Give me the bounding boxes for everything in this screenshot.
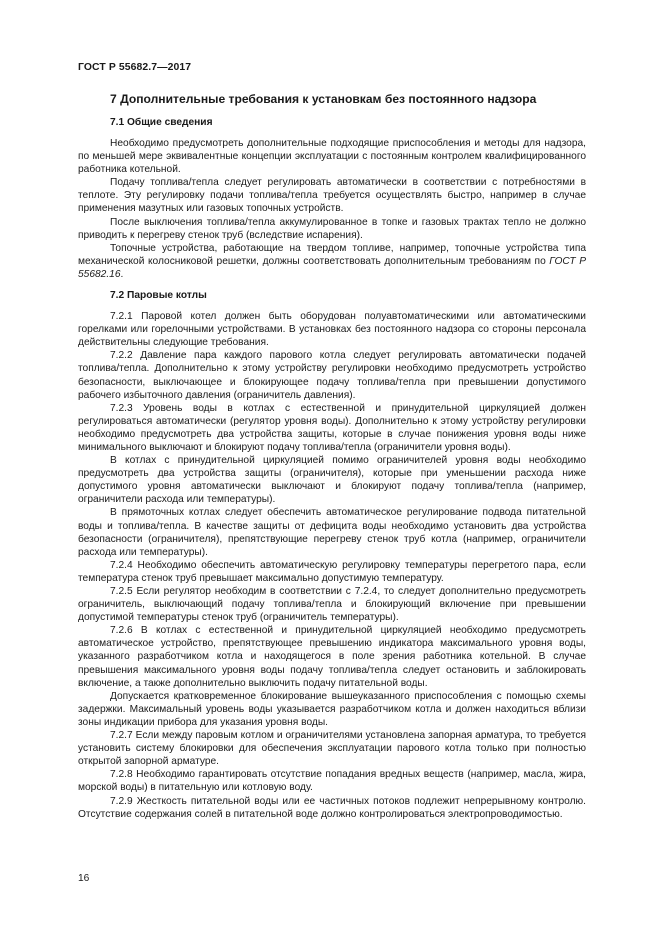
paragraph-end: . (120, 268, 124, 280)
paragraph: 7.2.4 Необходимо обеспечить автоматическую регулировку температуры перегретого пара, если температура стенок труб превышает максимально допустимую температуру. (78, 559, 586, 584)
paragraph: 7.2.7 Если между паровым котлом и ограничителями установлена запорная арматура, то требуется установить систему блокировки для обеспечения эксплуатации парового котла только при полностью открытой запорной арматуре. (78, 730, 586, 768)
document-id-header: ГОСТ Р 55682.7—2017 (78, 62, 192, 73)
page-number: 16 (78, 873, 90, 884)
paragraph-with-reference (78, 242, 586, 281)
document-body (78, 92, 586, 821)
paragraph: Допускается кратковременное блокирование вышеуказанного приспособления с помощью схемы задержки. Максимальный уровень воды указывается разработчиком котла и должен находиться вблизи зоны индикации прибора для указания уровня воды. (78, 690, 586, 728)
paragraph: В прямоточных котлах следует обеспечить автоматическое регулирование подвода питательной воды и топлива/тепла. В качестве защиты от дефицита воды необходимо установить два устройства безопасности (ограничителя), препятствующие перегреву стенок труб котла (например, ограничители расхода или температуры). (78, 507, 586, 558)
paragraph: 7.2.6 В котлах с естественной и принудительной циркуляцией необходимо предусмотреть автоматическое устройство, препятствующее превышению индикатора максимального уровня воды, указанного разработчиком котла и находящегося в поле зрения работника котельной. В случае превышения максимального уровня воды подачу топлива/тепла следует остановить и заблокировать включение, а также дополнительно выключить подачу питательной воды. (78, 625, 586, 689)
subsection-title-7-1: 7.1 Общие сведения (110, 117, 213, 128)
section-title: 7 Дополнительные требования к установкам без постоянного надзора (110, 92, 537, 106)
paragraph: 7.2.8 Необходимо гарантировать отсутствие попадания вредных веществ (например, масла, жира, морской воды) в питательную или котловую воду. (78, 769, 586, 794)
paragraph: 7.2.3 Уровень воды в котлах с естественной и принудительной циркуляцией должен регулироваться автоматически (регулятор уровня воды). Дополнительно к этому устройству регулировки необходимо предусмотреть два устройства защиты, которые в случае понижения уровня воды ниже минимального выключают и блокируют подачу топлива/тепла (ограничители уровня воды). (78, 402, 586, 453)
paragraph: Подачу топлива/тепла следует регулировать автоматически в соответствии с потребностями в теплоте. Эту регулировку подачи топлива/тепла требуется осуществлять быстро, например в случае применения мазутных или газовых топочных устройств. (78, 177, 586, 215)
paragraph: 7.2.5 Если регулятор необходим в соответствии с 7.2.4, то следует дополнительно предусмотреть ограничитель, выключающий подачу топлива/тепла и блокирующий включение при превышении допустимой температуры стенок труб (ограничитель температуры). (78, 586, 586, 624)
paragraph: 7.2.2 Давление пара каждого парового котла следует регулировать автоматически подачей топлива/тепла. Дополнительно к этому устройству регулировки необходимо предусмотреть устройство безопасности, выключающее и блокирующее подачу топлива/тепла при превышении допустимого рабочего избыточного давления (ограничитель давления). (78, 350, 586, 401)
standard-reference: ГОСТ Р 55682.16 (78, 255, 586, 280)
paragraph: После выключения топлива/тепла аккумулированное в топке и газовых трактах тепло не должно приводить к перегреву стенок труб (вследствие испарения). (78, 216, 586, 241)
subsection-title-7-2: 7.2 Паровые котлы (110, 290, 207, 302)
paragraph: 7.2.9 Жесткость питательной воды или ее частичных потоков подлежит непрерывному контролю. Отсутствие содержания солей в питательной воде должно контролироваться электропроводимостью. (78, 795, 586, 820)
paragraph: 7.2.1 Паровой котел должен быть оборудован полуавтоматическими или автоматическими горелками или горелочными устройствами. В установках без постоянного надзора со стороны персонала действительны следующие требования. (78, 311, 586, 349)
paragraph-text: Топочные устройства, работающие на твердом топливе, например, топочные устройства типа механической колосниковой решетки, должны соответствовать дополнительным требованиям по (78, 242, 586, 267)
paragraph: Необходимо предусмотреть дополнительные подходящие приспособления и методы для надзора, по меньшей мере эквивалентные концепции эксплуатации с постоянным контролем квалифицированного работника котельной. (78, 138, 586, 176)
paragraph: В котлах с принудительной циркуляцией помимо ограничителей уровня воды необходимо предусмотреть два устройства защиты (ограничителя), которые при уменьшении расхода ниже допустимого уровня автоматически выключают и блокируют подачу топлива/тепла (например, ограничители расхода или температуры). (78, 455, 586, 506)
